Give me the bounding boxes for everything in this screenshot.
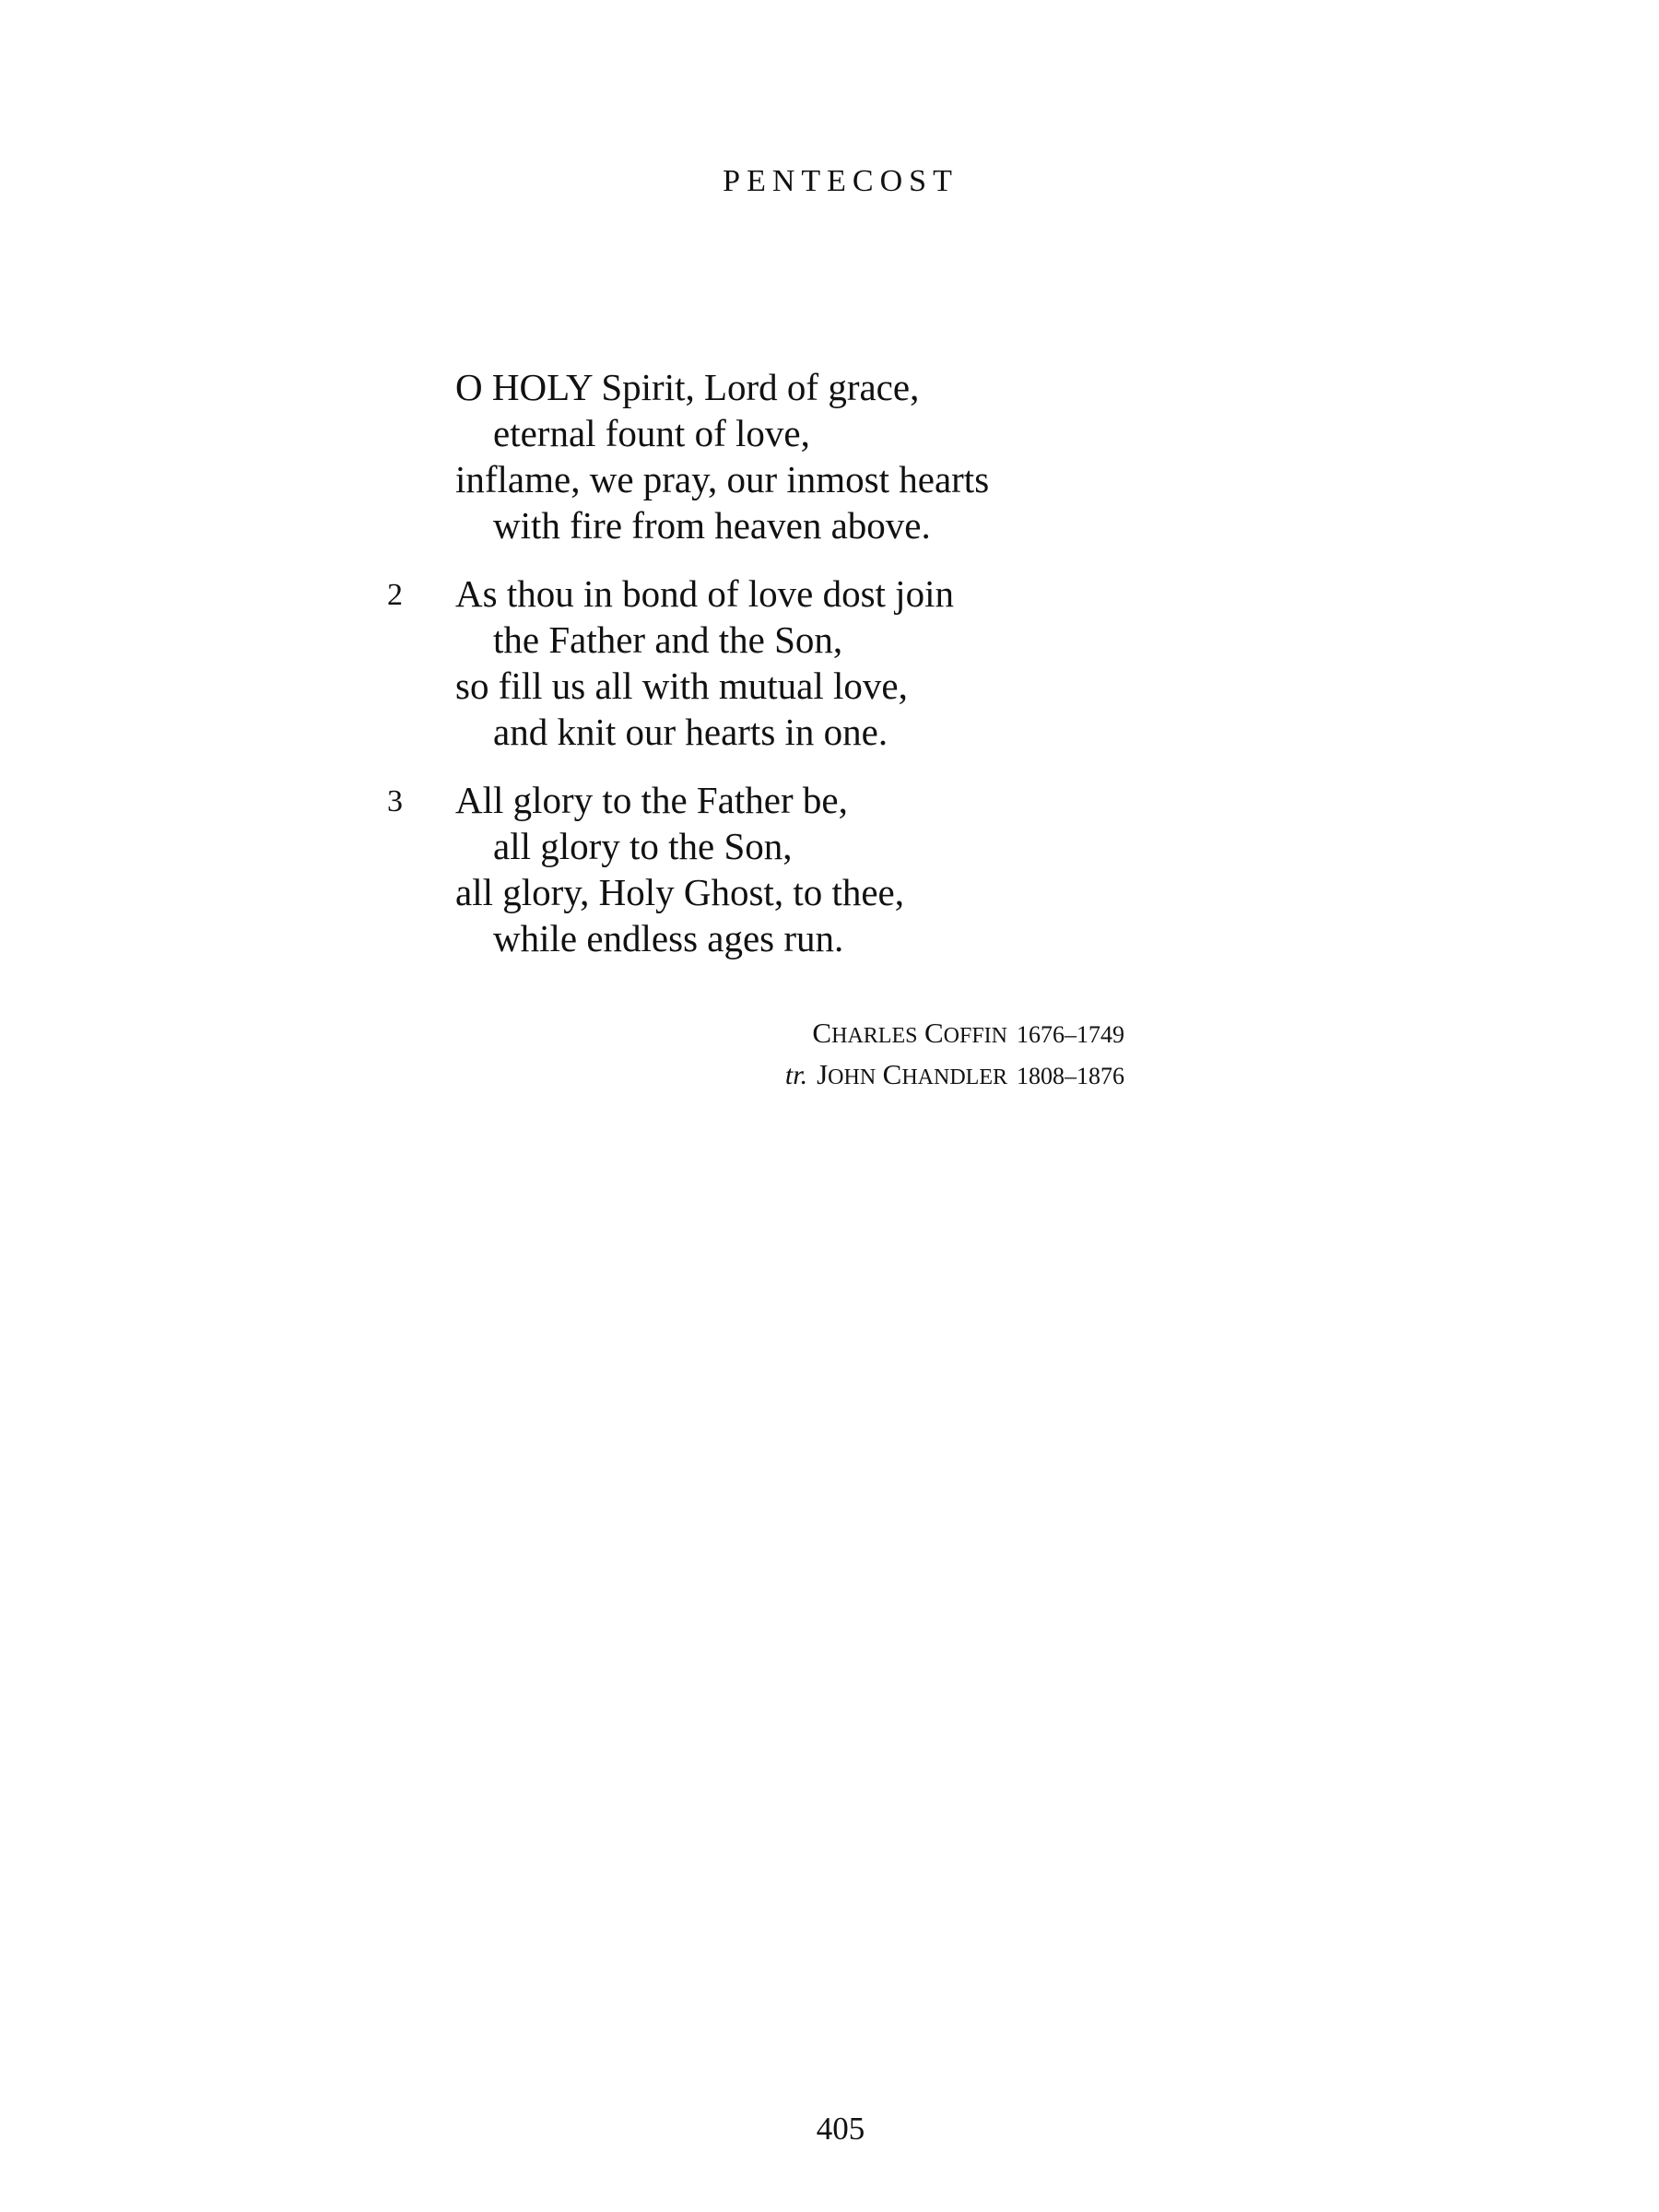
translator-prefix: tr. — [784, 1060, 808, 1090]
verse-line: As thou in bond of love dost join — [455, 572, 954, 615]
verse-line: the Father and the Son, — [493, 618, 843, 661]
hymn-text — [387, 364, 1309, 983]
verse-line: All glory to the Father be, — [455, 779, 848, 821]
verse-number: 2 — [387, 578, 403, 612]
attribution — [608, 1014, 1124, 1097]
verse-line: inflame, we pray, our inmost hearts — [455, 458, 990, 500]
verse-line: so fill us all with mutual love, — [455, 665, 908, 707]
verse-2 — [387, 571, 1309, 755]
translator-last-initial: C — [882, 1058, 902, 1090]
verse-3 — [387, 777, 1309, 961]
verse-line: all glory to the Son, — [493, 825, 793, 867]
translator-last-rest: HANDLER — [901, 1065, 1007, 1089]
verse-line: while endless ages run. — [493, 917, 844, 959]
verse-number: 3 — [387, 784, 403, 818]
verse-line: eternal fount of love, — [493, 412, 810, 454]
author-credit — [608, 1014, 1124, 1055]
author-last-rest: OFFIN — [943, 1024, 1007, 1048]
translator-first-rest: OHN — [828, 1065, 877, 1089]
verse-line: and knit our hearts in one. — [493, 711, 888, 753]
verse-1 — [387, 364, 1309, 548]
running-head: PENTECOST — [723, 164, 959, 198]
translator-credit — [608, 1055, 1124, 1097]
author-last-initial: C — [924, 1017, 944, 1049]
page-number: 405 — [816, 2111, 865, 2147]
verse-line: all glory, Holy Ghost, to thee, — [455, 871, 904, 913]
translator-dates: 1808–1876 — [1017, 1063, 1124, 1089]
verse-line: with fire from heaven above. — [493, 504, 931, 547]
author-first-rest: HARLES — [831, 1024, 918, 1048]
author-dates: 1676–1749 — [1017, 1021, 1124, 1048]
translator-first-initial: J — [817, 1058, 829, 1090]
verse-line: O HOLY Spirit, Lord of grace, — [455, 366, 920, 408]
author-first-initial: C — [812, 1017, 832, 1049]
